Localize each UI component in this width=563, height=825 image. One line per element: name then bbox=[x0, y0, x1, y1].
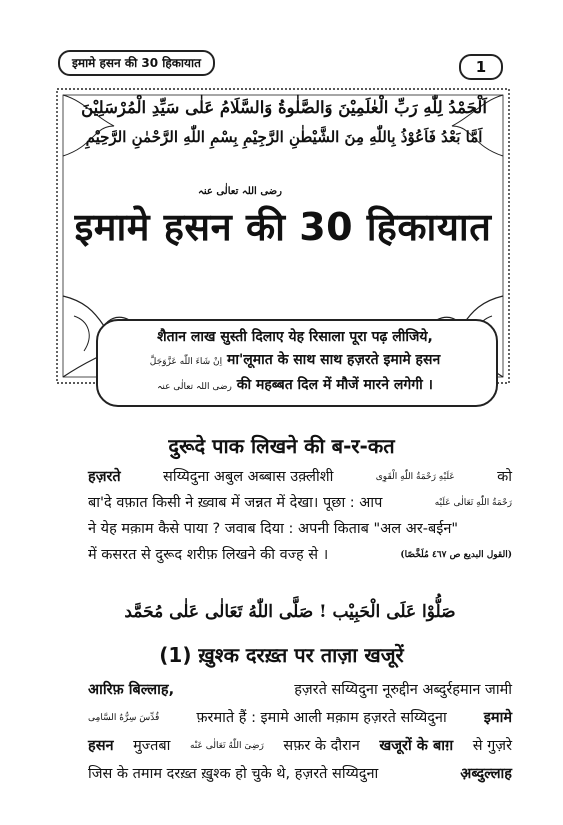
l1-bold: आरिफ़ बिल्लाह, bbox=[88, 682, 175, 698]
paragraph1-line1 bbox=[88, 467, 512, 487]
arabic-invocation-line1: اَلْحَمْدُ لِلّٰهِ رَبِّ الْعٰلَمِيْنَ وَالصَّلٰوةُ وَالسَّلَامُ عَلٰى سَيِّدِ الْمُرْسَلِيْنَ bbox=[81, 98, 487, 117]
p1-bold: हज़रते bbox=[88, 469, 121, 485]
intro-line2-arabic: اِنْ شَاءَ اللّٰه عَزَّوَجَلَّ bbox=[149, 357, 223, 367]
p2-text: बा'दे वफ़ात किसी ने ख़्वाब में जन्नत में देखा। पूछा : आप bbox=[88, 495, 383, 511]
l1-text: हज़रते सय्यिदुना नूरुद्दीन अब्दुर्रहमान जामी bbox=[294, 682, 512, 698]
p1-end: को bbox=[497, 469, 512, 485]
story-line1 bbox=[88, 680, 512, 700]
p4-text: में कसरत से दुरूद शरीफ़ लिखने की वज्ह से । bbox=[88, 547, 329, 563]
arabic-invocation-line2: اَمَّا بَعْدُ فَاَعُوْذُ بِاللّٰهِ مِنَ الشَّيْطٰنِ الرَّجِيْمِ بِسْمِ اللّٰهِ الرَّحْمٰنِ الرَّحِيْمِ bbox=[85, 128, 483, 146]
p4-reference: (القول البديع ص ٤٦٧ مُلَخَّصًا) bbox=[400, 550, 512, 560]
paragraph1-line2 bbox=[88, 493, 512, 513]
intro-line2 bbox=[103, 349, 487, 374]
paragraph1-line4 bbox=[88, 545, 512, 565]
l4-bold: अ़ब्दुल्लाह bbox=[460, 766, 512, 782]
section-heading-story1: (1) ख़ुश्क दरख़्त पर ताज़ा खजूरें bbox=[159, 643, 404, 667]
page-title: इमामे हसन की 30 हिकायात bbox=[74, 205, 492, 249]
p1-text: सय्यिदुना अबुल अब्बास उक़्लीशी bbox=[163, 469, 334, 485]
intro-line3 bbox=[103, 374, 487, 399]
l3-bold2: खजूरों के बाग़ bbox=[379, 738, 454, 754]
running-title: इमामे हसन की 30 हिकायात bbox=[58, 50, 215, 76]
intro-line3-text: की महब्बत दिल में मौजें मारने लगेगी । bbox=[236, 377, 433, 393]
story-line2 bbox=[88, 708, 512, 728]
title-honorific: رضی اللہ تعالٰی عنہ bbox=[198, 186, 282, 197]
section-heading-durood: दुरूदे पाक लिखने की ब-र-कत bbox=[168, 434, 395, 458]
paragraph1-line3: ने येह मक़ाम कैसे पाया ? जवाब दिया : अपनी किताब "अल अर-बईन" bbox=[88, 521, 459, 537]
l2-bold: इमामे bbox=[483, 710, 512, 726]
l3-text3: से गुज़रे bbox=[472, 738, 512, 754]
story-line4 bbox=[88, 764, 512, 784]
intro-line3-arabic: رضی اللہ تعالٰی عنہ bbox=[157, 382, 232, 392]
p1-arabic: عَلَيْهِ رَحْمَةُ اللّٰهِ الْقَوِى bbox=[375, 472, 455, 482]
l3-bold: हसन bbox=[88, 738, 114, 754]
l3-arabic: رَضِىَ اللّٰهُ تَعَالٰى عَنْه bbox=[189, 741, 264, 751]
l4-text: जिस के तमाम दरख़्त ख़ुश्क हो चुके थे, हज़रते सय्यिदुना bbox=[88, 766, 379, 782]
p2-arabic: رَحْمَةُ اللّٰهِ تَعَالٰى عَلَيْه bbox=[434, 498, 512, 508]
salat-line: صَلُّوْا عَلَى الْحَبِيْب ! صَلَّى اللّٰهُ تَعَالٰى عَلٰى مُحَمَّد bbox=[124, 602, 456, 622]
intro-text bbox=[103, 326, 487, 399]
story-line3 bbox=[88, 736, 512, 756]
l2-arabic: قُدِّسَ سِرُّهُ السَّامِى bbox=[88, 713, 160, 723]
l3-text2: सफ़र के दौरान bbox=[283, 738, 360, 754]
l2-text: फ़रमाते हैं : इमामे आली मक़ाम हज़रते सय्यिदुना bbox=[196, 710, 447, 726]
intro-line2-text: मा'लूमात के साथ साथ हज़रते इमामे हसन bbox=[226, 352, 441, 368]
page-number: 1 bbox=[459, 54, 503, 80]
l3-text1: मुज्तबा bbox=[133, 738, 171, 754]
intro-line1: शैतान लाख सुस्ती दिलाए येह रिसाला पूरा पढ़ लीजिये, bbox=[157, 329, 433, 345]
